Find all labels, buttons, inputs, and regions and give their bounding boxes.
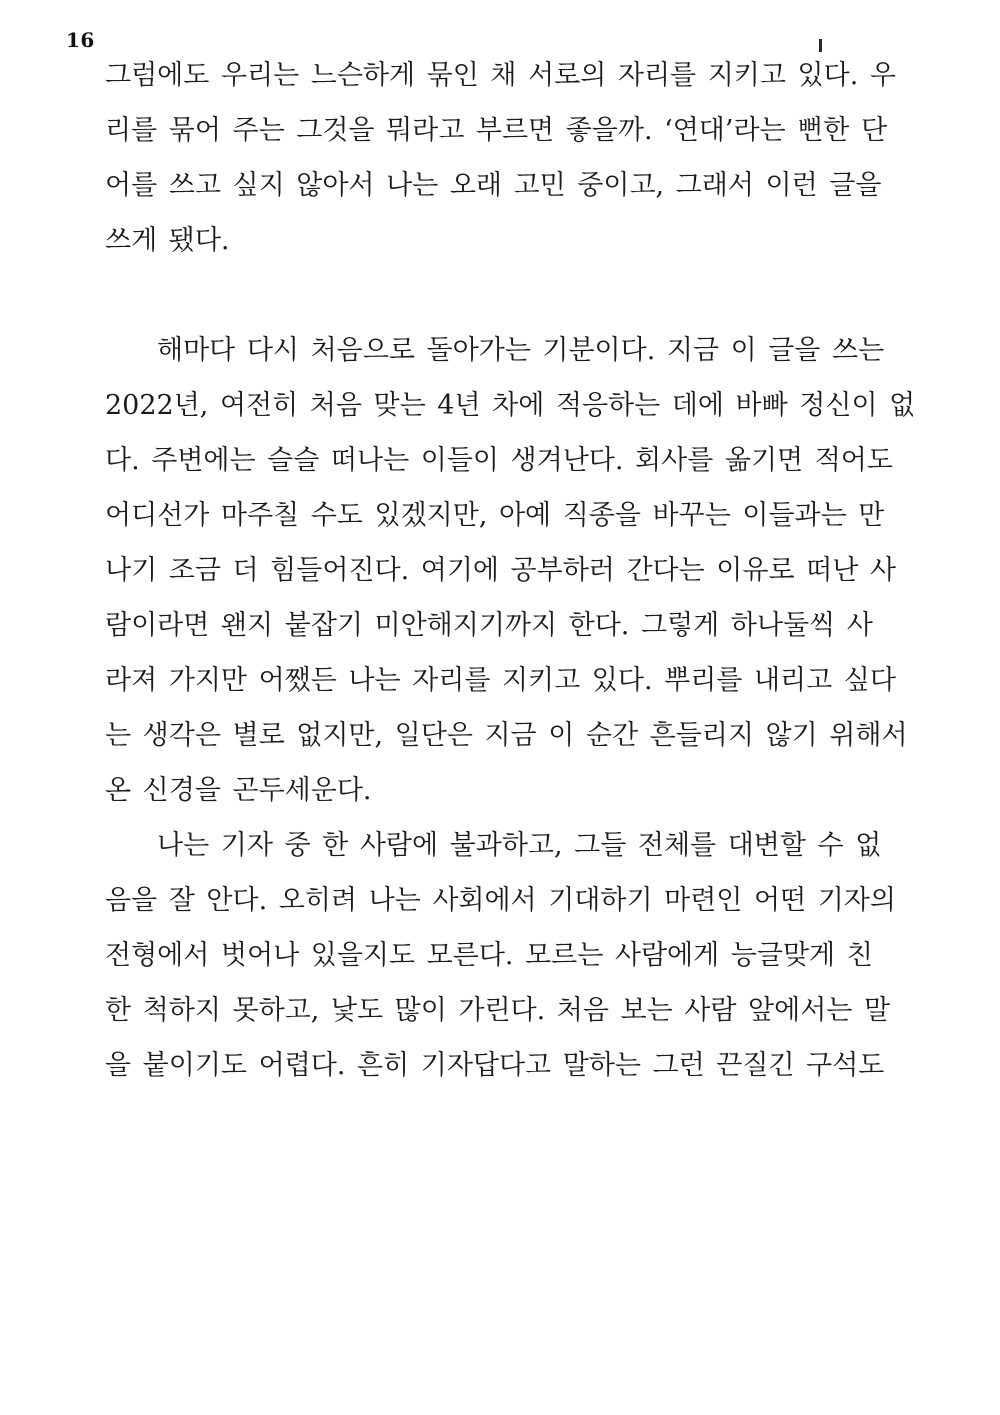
text-line: 다. 주변에는 슬슬 떠나는 이들이 생겨난다. 회사를 옮기면 적어도 xyxy=(105,445,893,476)
text-line: 리를 묶어 주는 그것을 뭐라고 부르면 좋을까. ‘연대’라는 뻔한 단 xyxy=(105,115,888,146)
text-line: 어를 쓰고 싶지 않아서 나는 오래 고민 중이고, 그래서 이런 글을 xyxy=(105,170,882,201)
text-line: 해마다 다시 처음으로 돌아가는 기분이다. 지금 이 글을 쓰는 xyxy=(157,335,885,366)
corner-mark xyxy=(819,39,822,52)
paragraph xyxy=(105,323,916,818)
text-line: 람이라면 왠지 붙잡기 미안해지기까지 한다. 그렇게 하나둘씩 사 xyxy=(105,610,873,641)
text-line: 온 신경을 곤두세운다. xyxy=(105,775,372,806)
text-line: 2022년, 여전히 처음 맞는 4년 차에 적응하는 데에 바빠 정신이 없 xyxy=(105,390,916,421)
body-text xyxy=(105,48,916,1093)
text-line: 쓰게 됐다. xyxy=(105,225,230,256)
text-line: 그럼에도 우리는 느슨하게 묶인 채 서로의 자리를 지키고 있다. 우 xyxy=(105,60,896,91)
text-line: 음을 잘 안다. 오히려 나는 사회에서 기대하기 마련인 어떤 기자의 xyxy=(105,885,896,916)
text-line: 나기 조금 더 힘들어진다. 여기에 공부하러 간다는 이유로 떠난 사 xyxy=(105,555,896,586)
text-line: 전형에서 벗어나 있을지도 모른다. 모르는 사람에게 능글맞게 친 xyxy=(105,940,873,971)
text-line: 나는 기자 중 한 사람에 불과하고, 그들 전체를 대변할 수 없 xyxy=(157,830,882,861)
text-line: 한 척하지 못하고, 낯도 많이 가린다. 처음 보는 사람 앞에서는 말 xyxy=(105,995,891,1026)
text-line: 라져 가지만 어쨌든 나는 자리를 지키고 있다. 뿌리를 내리고 싶다 xyxy=(105,665,896,696)
paragraph xyxy=(105,818,896,1093)
paragraph xyxy=(105,48,896,268)
text-line: 을 붙이기도 어렵다. 흔히 기자답다고 말하는 그런 끈질긴 구석도 xyxy=(105,1050,885,1081)
text-line: 어디선가 마주칠 수도 있겠지만, 아예 직종을 바꾸는 이들과는 만 xyxy=(105,500,885,531)
text-line: 는 생각은 별로 없지만, 일단은 지금 이 순간 흔들리지 않기 위해서 xyxy=(105,720,908,751)
page-number: 16 xyxy=(66,28,95,52)
